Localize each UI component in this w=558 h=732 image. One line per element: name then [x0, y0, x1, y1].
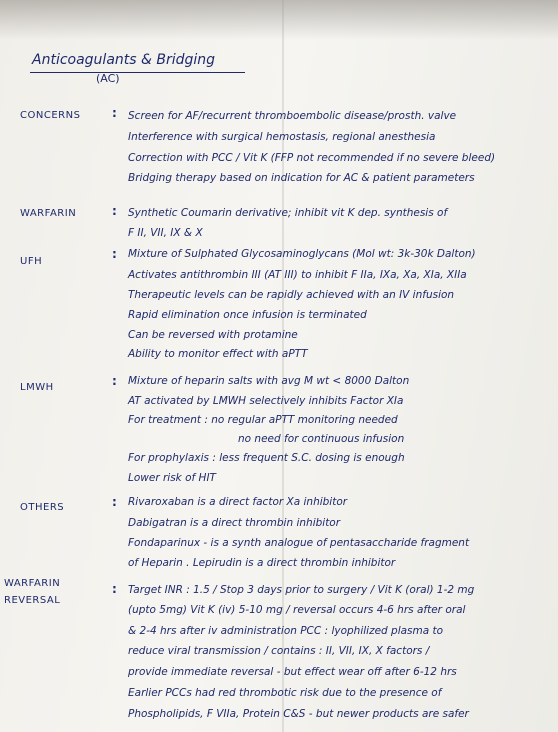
ufh-line: Activates antithrombin III (AT III) to inhibit F IIa, IXa, Xa, XIa, XIIa [128, 269, 467, 281]
colon-bullet: : [112, 495, 117, 509]
colon-bullet: : [112, 106, 117, 120]
lmwh-line: For prophylaxis : less frequent S.C. dosing is enough [128, 452, 405, 464]
reversal-line: & 2-4 hrs after iv administration PCC : lyophilized plasma to [128, 625, 444, 637]
reversal-line: Phospholipids, F VIIa, Protein C&S - but newer products are safer [128, 708, 469, 720]
section-label-warfarin: WARFARIN [20, 208, 77, 219]
section-label-ufh: UFH [20, 256, 43, 267]
page-shadow [0, 0, 558, 40]
colon-bullet: : [112, 374, 117, 388]
colon-bullet: : [112, 247, 117, 261]
others-line: of Heparin . Lepirudin is a direct thrombin inhibitor [128, 557, 396, 569]
section-label-lmwh: LMWH [20, 382, 54, 393]
concerns-line: Correction with PCC / Vit K (FFP not recommended if no severe bleed) [128, 152, 496, 164]
ufh-line: Can be reversed with protamine [128, 329, 298, 341]
reversal-line: (upto 5mg) Vit K (iv) 5-10 mg / reversal occurs 4-6 hrs after oral [128, 604, 466, 616]
colon-bullet: : [112, 582, 117, 596]
lmwh-line: no need for continuous infusion [238, 433, 405, 445]
others-line: Rivaroxaban is a direct factor Xa inhibitor [128, 496, 348, 508]
section-label-others: OTHERS [20, 502, 65, 513]
warfarin-line: Synthetic Coumarin derivative; inhibit vit K dep. synthesis of [128, 207, 448, 219]
section-label-warfarin-reversal: REVERSAL [4, 595, 61, 606]
warfarin-line: F II, VII, IX & X [128, 227, 203, 239]
concerns-line: Interference with surgical hemostasis, regional anesthesia [128, 131, 436, 143]
section-label-concerns: CONCERNS [20, 110, 81, 121]
concerns-line: Bridging therapy based on indication for AC & patient parameters [128, 172, 475, 184]
lmwh-line: AT activated by LMWH selectively inhibits Factor XIa [128, 395, 404, 407]
colon-bullet: : [112, 204, 117, 218]
reversal-line: reduce viral transmission / contains : II, VII, IX, X factors / [128, 645, 430, 657]
lmwh-line: Mixture of heparin salts with avg M wt < 8000 Dalton [128, 375, 410, 387]
concerns-line: Screen for AF/recurrent thromboembolic disease/prosth. valve [128, 110, 457, 122]
ufh-line: Therapeutic levels can be rapidly achieved with an IV infusion [128, 289, 455, 301]
title-underline [30, 72, 245, 73]
page-title-abbr: (AC) [96, 72, 120, 85]
ufh-line: Mixture of Sulphated Glycosaminoglycans (Mol wt: 3k-30k Dalton) [128, 248, 476, 260]
lmwh-line: Lower risk of HIT [128, 472, 216, 484]
others-line: Fondaparinux - is a synth analogue of pentasaccharide fragment [128, 537, 470, 549]
lmwh-line: For treatment : no regular aPTT monitoring needed [128, 414, 398, 426]
reversal-line: Target INR : 1.5 / Stop 3 days prior to surgery / Vit K (oral) 1-2 mg [128, 584, 475, 596]
section-label-warfarin-reversal: WARFARIN [4, 578, 61, 589]
ufh-line: Rapid elimination once infusion is terminated [128, 309, 367, 321]
page-title: Anticoagulants & Bridging [32, 52, 216, 68]
reversal-line: Earlier PCCs had red thrombotic risk due to the presence of [128, 687, 442, 699]
ufh-line: Ability to monitor effect with aPTT [128, 348, 308, 360]
others-line: Dabigatran is a direct thrombin inhibitor [128, 517, 341, 529]
reversal-line: provide immediate reversal - but effect wear off after 6-12 hrs [128, 666, 457, 678]
